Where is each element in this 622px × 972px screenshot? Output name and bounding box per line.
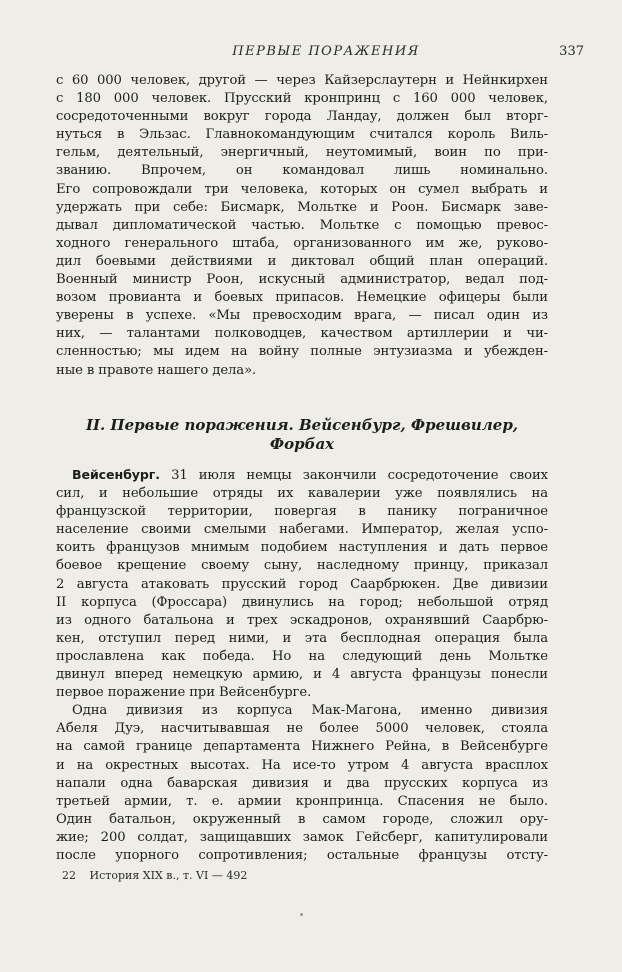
text-line: французской территории, повергая в панику пограничное (56, 504, 548, 520)
text-line: первое поражение при Вейсенбурге. (56, 685, 312, 701)
text-line: Абеля Дуэ, насчитывавшая не более 5000 человек, стояла (56, 721, 548, 737)
text-line: с 180 000 человек. Прусский кронпринц с 160 000 человек, (56, 91, 548, 107)
section-heading-line: II. Первые поражения. Вейсенбург, Фрешвилер, (85, 416, 519, 434)
text-line: них, — талантами полководцев, качеством артиллерии и чи- (56, 326, 548, 342)
text-line: званию. Впрочем, он командовал лишь номинально. (56, 163, 548, 179)
runin-heading: Вейсенбург. (72, 467, 160, 482)
text-line: II корпуса (Фроссара) двинулись на город; небольшой отряд (56, 594, 548, 610)
text-line: Его сопровождали три человека, которых он сумел выбрать и (56, 181, 548, 197)
paragraph-1 (56, 72, 548, 380)
text-line: Одна дивизия из корпуса Мак-Магона, именно дивизия (72, 703, 548, 719)
text-line: и на окрестных высотах. На исе-то утром 4 августа врасплох (56, 757, 548, 773)
signature-number: 22 (62, 869, 76, 882)
text-line: население своими смелыми набегами. Император, желая успо- (56, 522, 548, 538)
paper-speck (300, 913, 303, 916)
text-line: боевое крещение своему сыну, наследному принцу, приказал (56, 558, 548, 574)
text-line: Военный министр Роон, искусный администратор, ведал под- (56, 272, 548, 288)
text-line: Один батальон, окруженный в самом городе, сложил ору- (56, 811, 548, 827)
text-line: ные в правоте нашего дела». (56, 362, 257, 378)
text-line: коить французов мнимым подобием наступления и дать первое (56, 540, 548, 556)
text-line: гельм, деятельный, энергичный, неутомимый, воин по при- (56, 145, 548, 161)
text-line: возом провианта и боевых припасов. Немецкие офицеры были (56, 290, 548, 306)
text-line: сленностью; мы идем на войну полные энтузиазма и убежден- (56, 344, 548, 360)
text-line: уверены в успехе. «Мы превосходим врага, — писал один из (56, 308, 548, 324)
text-line: на самой границе департамента Нижнего Рейна, в Вейсенбурге (56, 739, 548, 755)
text-line: после упорного сопротивления; остальные французы отсту- (56, 847, 548, 863)
text-line: третьей армии, т. е. армии кронпринца. Спасения не было. (56, 793, 548, 809)
text-line: 2 августа атаковать прусский город Саарбрюкен. Две дивизии (56, 576, 548, 592)
text-line: напали одна баварская дивизия и два прусских корпуса из (56, 775, 548, 791)
page-header (60, 44, 592, 66)
text-line (56, 466, 548, 485)
text-line: нуться в Эльзас. Главнокомандующим считался король Виль- (56, 127, 548, 143)
text-line: прославлена как победа. Но на следующий день Мольтке (56, 648, 548, 664)
text-line: дил боевыми действиями и диктовал общий план операций. (56, 253, 548, 269)
section-heading (56, 416, 548, 454)
text-line: удержать при себе: Бисмарк, Мольтке и Роон. Бисмарк заве- (56, 199, 548, 215)
text-line: двинул вперед немецкую армию, и 4 августа французы понесли (56, 667, 548, 683)
text-line: сосредоточенными вокруг города Ландау, должен был вторг- (56, 109, 548, 125)
text-fragment: 31 июля немцы закончили сосредоточение своих (171, 468, 548, 483)
text-line: из одного батальона и трех эскадронов, охранявший Саарбрю- (56, 612, 548, 628)
page-number: 337 (559, 44, 584, 59)
signature-text: История XIX в., т. VI — 492 (89, 869, 248, 882)
text-line: ходного генерального штаба, организованного им же, руково- (56, 235, 548, 251)
text-line: дывал дипломатической частью. Мольтке с помощью превос- (56, 217, 548, 233)
text-line: кен, отступил перед ними, и эта бесплодная операция была (56, 630, 548, 646)
running-title: ПЕРВЫЕ ПОРАЖЕНИЯ (232, 44, 420, 59)
section-body (56, 466, 548, 865)
signature-footer (62, 869, 247, 882)
text-line: сил, и небольшие отряды их кавалерии уже появлялись на (56, 486, 548, 502)
section-heading-line: Форбах (269, 435, 335, 453)
text-line: жие; 200 солдат, защищавших замок Гейсберг, капитулировали (56, 829, 548, 845)
text-line: с 60 000 человек, другой — через Кайзерслаутерн и Нейнкирхен (56, 73, 548, 88)
